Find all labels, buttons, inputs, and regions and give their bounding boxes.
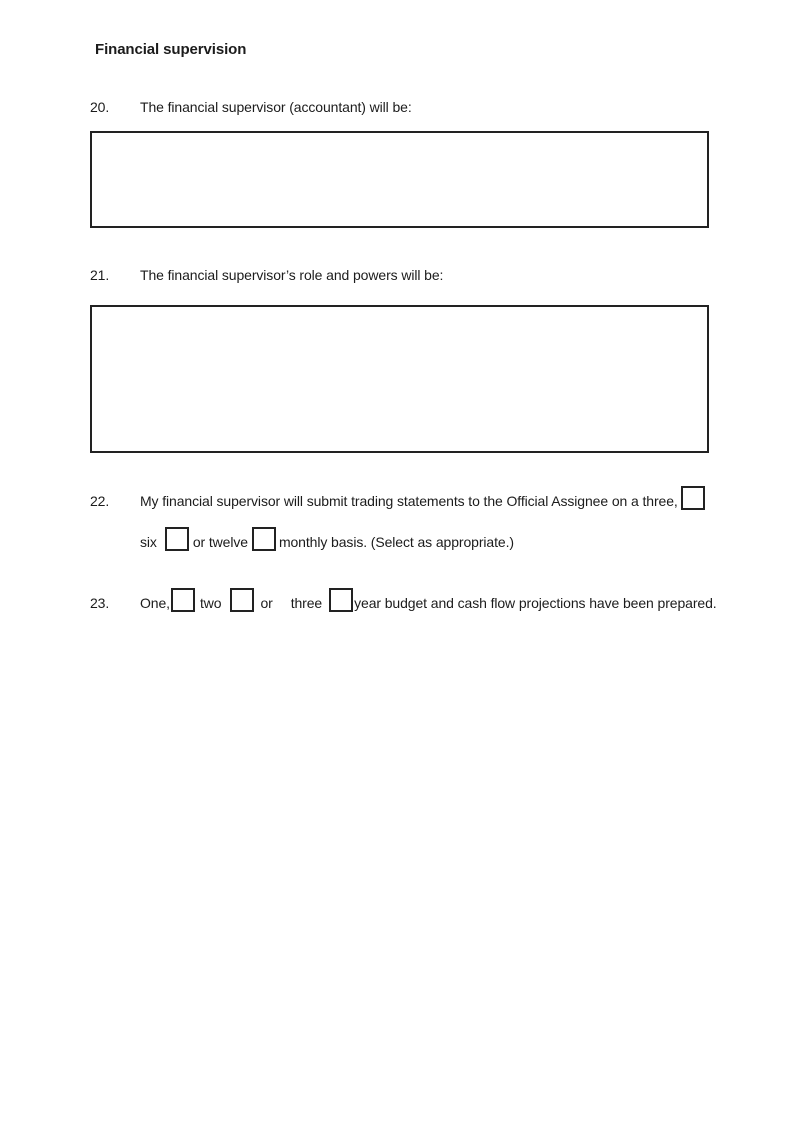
question-23	[90, 588, 717, 612]
question-21	[90, 267, 443, 284]
question-22-number: 22.	[90, 493, 110, 509]
question-22-text: My financial supervisor will submit trading statements to the Official Assignee on a three,	[140, 493, 678, 509]
question-22-tail-text: monthly basis. (Select as appropriate.)	[278, 534, 514, 550]
question-20-number: 20.	[90, 99, 110, 115]
label-one: One,	[140, 595, 170, 611]
checkbox-six-monthly[interactable]	[165, 527, 189, 551]
checkbox-three-year[interactable]	[329, 588, 353, 612]
section-heading: Financial supervision	[95, 41, 247, 58]
question-22-line-2	[140, 527, 514, 551]
label-or-twelve: or twelve	[192, 534, 248, 550]
question-21-answer-box[interactable]	[90, 305, 709, 453]
question-20-text: The financial supervisor (accountant) will be:	[140, 99, 412, 115]
checkbox-three-monthly[interactable]	[681, 486, 705, 510]
label-three: three	[290, 595, 323, 611]
label-or: or	[260, 595, 273, 611]
checkbox-one-year[interactable]	[171, 588, 195, 612]
question-20	[90, 99, 412, 116]
question-23-tail-text: year budget and cash flow projections have been prepared.	[354, 595, 717, 611]
question-23-number: 23.	[90, 595, 110, 611]
question-20-answer-box[interactable]	[90, 131, 709, 228]
checkbox-two-year[interactable]	[230, 588, 254, 612]
checkbox-twelve-monthly[interactable]	[252, 527, 276, 551]
question-22-line-1	[90, 486, 705, 510]
question-21-number: 21.	[90, 267, 110, 283]
label-six: six	[140, 534, 157, 550]
question-21-text: The financial supervisor’s role and powers will be:	[140, 267, 444, 283]
label-two: two	[199, 595, 222, 611]
